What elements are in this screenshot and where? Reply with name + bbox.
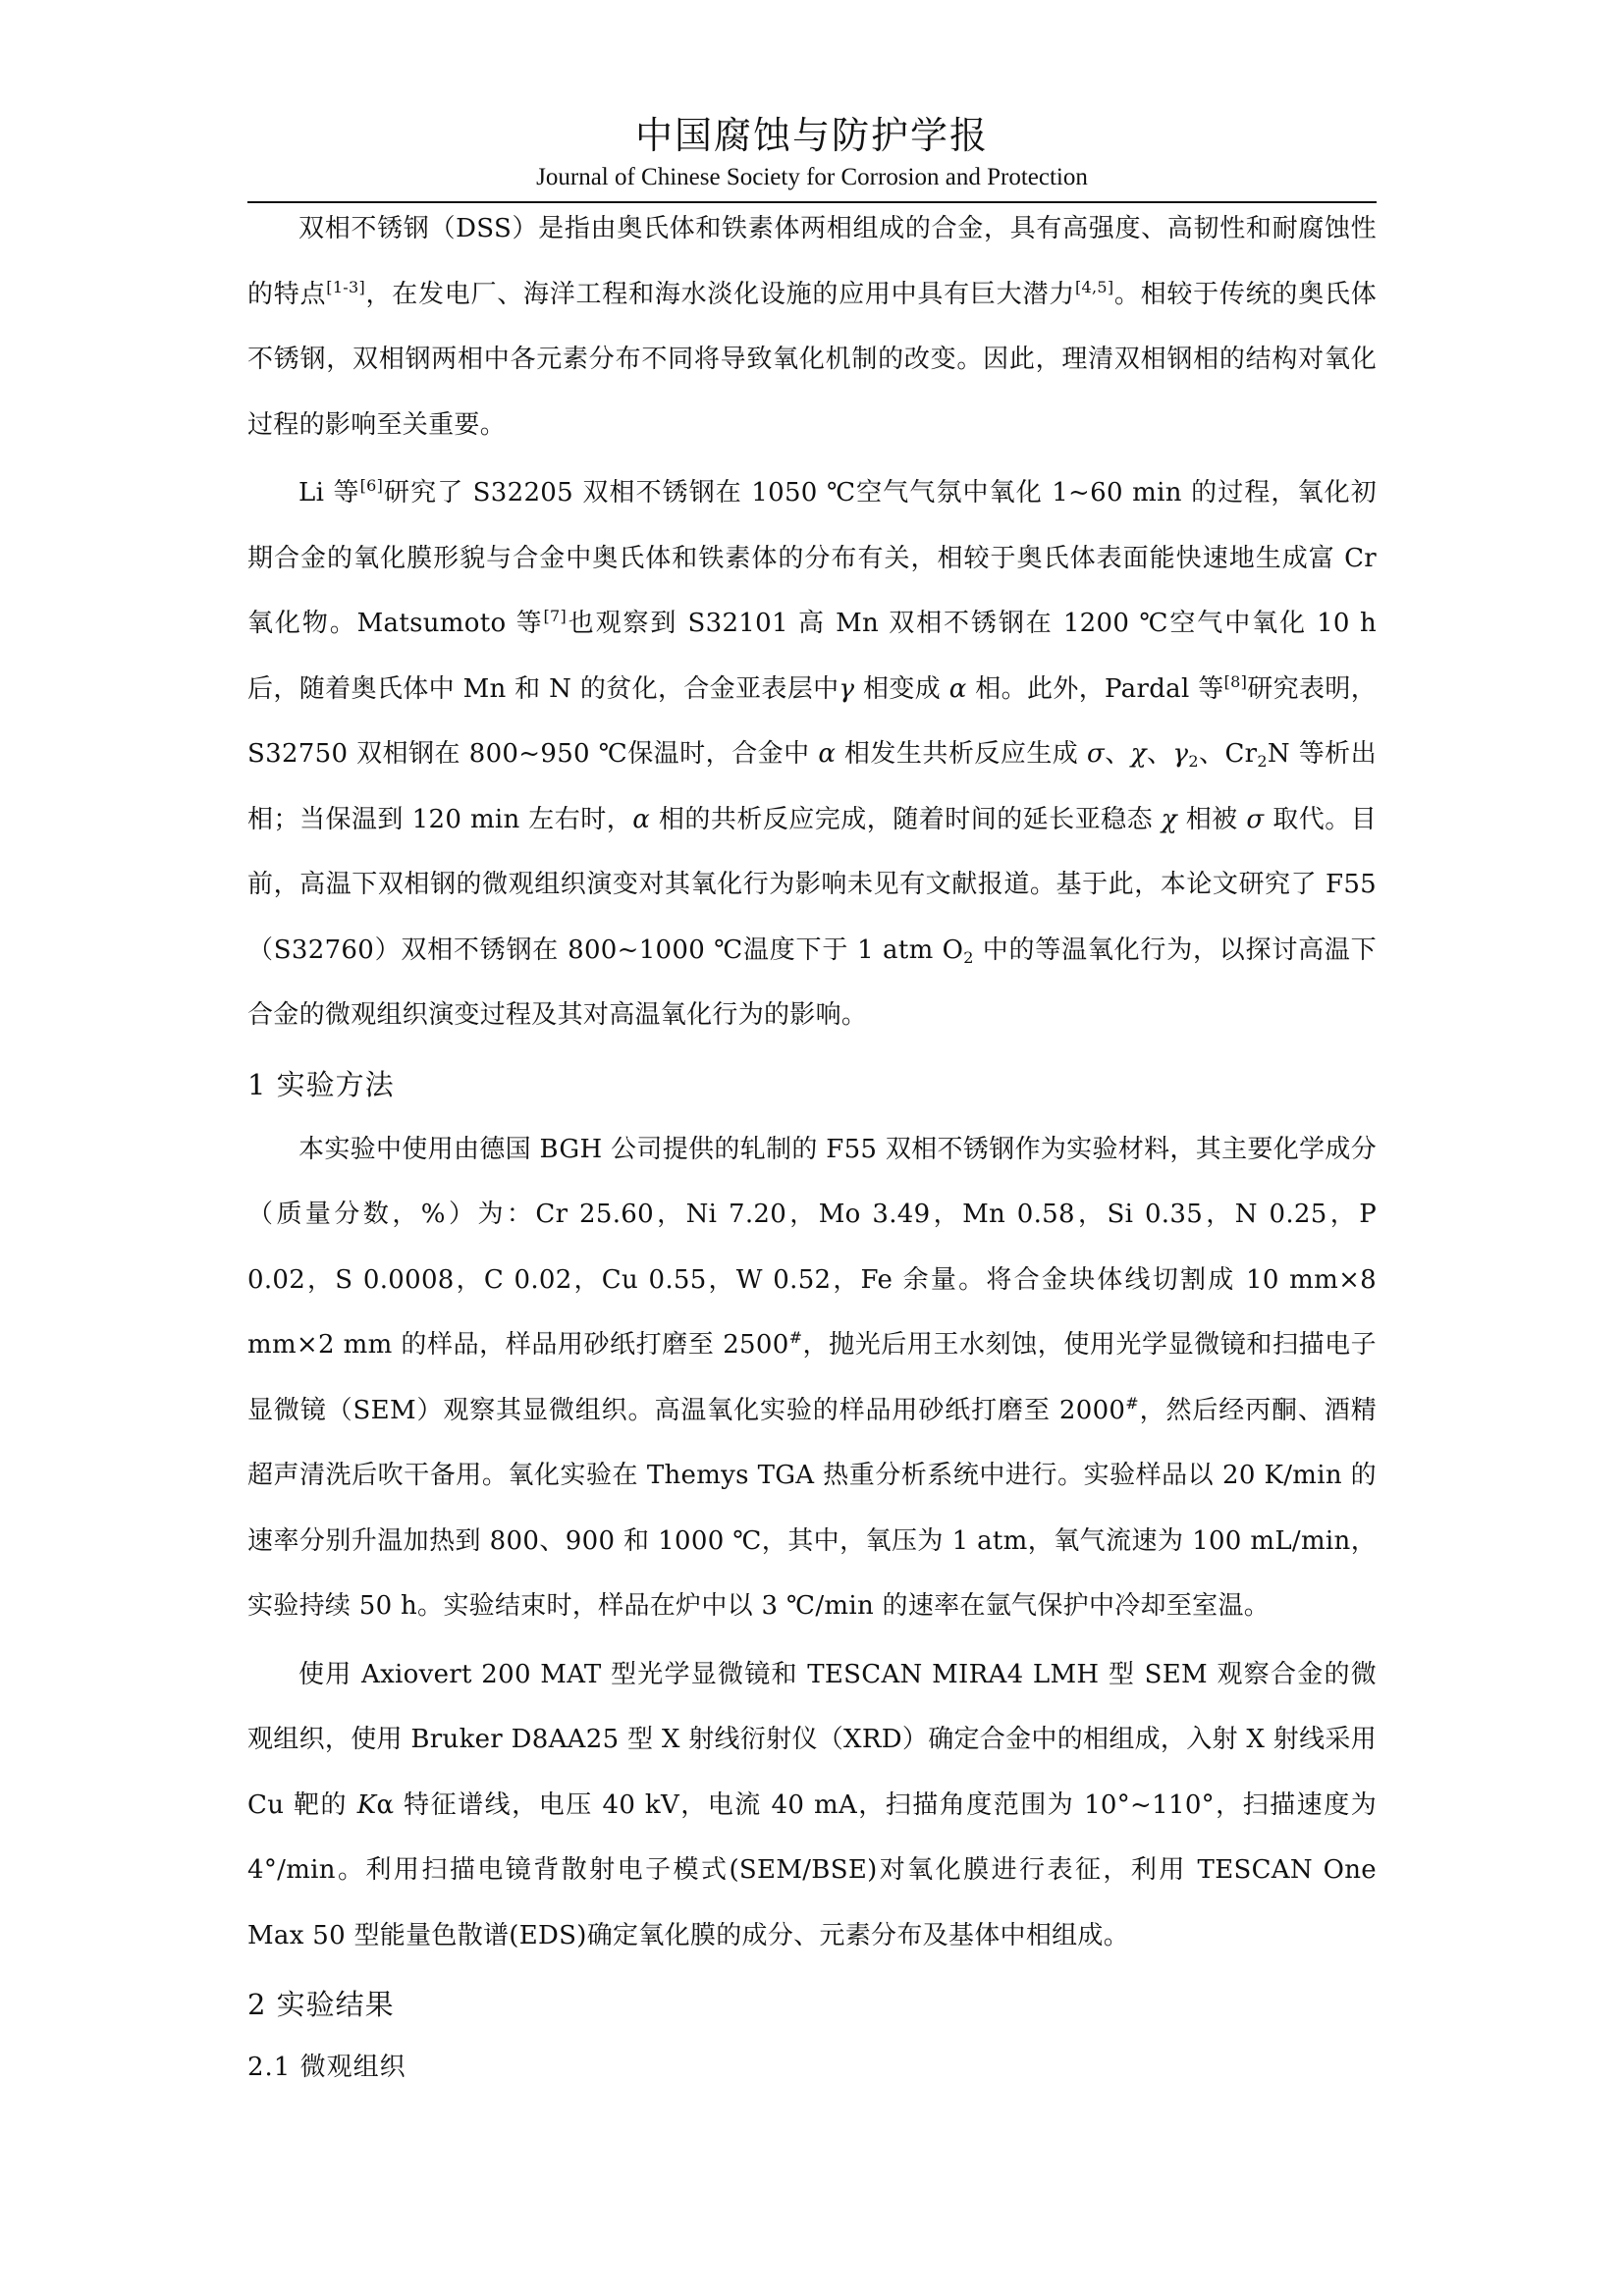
text: 、 — [1105, 739, 1131, 769]
text: 相的共析反应完成，随着时间的延长亚稳态 — [650, 804, 1162, 834]
text: α 特征谱线，电压 40 kV，电流 40 mA，扫描角度范围为 10°~110°，扫描速度为 4°/min。利用扫描电镜背散射电子模式(SEM/BSE)对氧化膜进行表征，利用 TESCAN One Max 50 型能量色散谱(EDS)确定氧化膜的成分、元素分布及基体中相组成。 — [247, 1789, 1377, 1950]
article-body — [247, 196, 1377, 2098]
symbol: K — [356, 1789, 377, 1820]
symbol: χ — [1161, 804, 1177, 834]
citation: [8] — [1223, 671, 1248, 691]
text: 相被 — [1176, 804, 1247, 834]
subscript: 2 — [963, 947, 974, 967]
symbol: γ — [1172, 739, 1189, 769]
section-heading-methods: 1 实验方法 — [247, 1067, 395, 1101]
text: 双相不锈钢（DSS）是指由奥氏体和铁素体两相组成的合金，具有高强度、高韧性和耐腐蚀性的特点 — [247, 214, 1377, 309]
subsection-heading-microstructure: 2.1 微观组织 — [247, 2053, 406, 2082]
paragraph-characterization — [247, 1642, 1377, 1969]
text: 取代。目前，高温下双相钢的微观组织演变对其氧化行为影响未见有文献报道。基于此，本论文研究了 F55（S32760）双相不锈钢在 800~1000 ℃温度下于 1 atm O — [247, 804, 1377, 965]
text: ，在发电厂、海洋工程和海水淡化设施的应用中具有巨大潜力 — [365, 279, 1075, 309]
symbol: α — [948, 673, 967, 704]
journal-header — [247, 110, 1377, 194]
symbol: σ — [1087, 739, 1106, 769]
citation: [7] — [543, 607, 568, 625]
citation: [1-3] — [326, 277, 366, 296]
text: 中的等温氧化行为，以探讨高温下合金的微观组织演变过程及其对高温氧化行为的影响。 — [247, 934, 1377, 1030]
text: 。相较于传统的奥氏体不锈钢，双相钢两相中各元素分布不同将导致氧化机制的改变。因此，理清双相钢相的结构对氧化过程的影响至关重要。 — [247, 279, 1377, 440]
text: 研究表明，S32750 双相钢在 800~950 ℃保温时，合金中 — [247, 673, 1377, 769]
citation: [4,5] — [1074, 277, 1114, 296]
symbol: α — [632, 804, 651, 834]
text: ，然后经丙酮、酒精超声清洗后吹干备用。氧化实验在 Themys TGA 热重分析系统中进行。实验样品以 20 K/min 的速率分别升温加热到 800、900 和 1000 ℃，其中，氧压为 1 atm，氧气流速为 100 mL/min，实验持续 50 h。实验结束时，样品在炉中以 3 ℃/min 的速率在氩气保护中冷却至室温。 — [247, 1395, 1377, 1621]
text: 相变成 — [854, 673, 949, 704]
symbol: χ — [1130, 739, 1147, 769]
section-heading-results: 2 实验结果 — [247, 1988, 395, 2021]
subscript: 2 — [1188, 752, 1199, 771]
text: 使用 Axiovert 200 MAT 型光学显微镜和 TESCAN MIRA4 LMH 型 SEM 观察合金的微观组织，使用 Bruker D8AA25 型 X 射线衍射仪（XRD）确定合金中的相组成，入射 X 射线采用 Cu 靶的 — [247, 1659, 1377, 1820]
paragraph-intro — [247, 196, 1377, 457]
text: 相发生共析反应生成 — [836, 739, 1088, 769]
text: 也观察到 S32101 高 Mn 双相不锈钢在 1200 ℃空气中氧化 10 h 后，随着奥氏体中 Mn 和 N 的贫化，合金亚表层中 — [247, 609, 1377, 704]
citation: [6] — [359, 476, 384, 495]
subscript: 2 — [1257, 752, 1268, 771]
paragraph-literature — [247, 460, 1377, 1048]
text: 、 — [1146, 739, 1173, 769]
symbol: σ — [1246, 804, 1265, 834]
paragraph-materials — [247, 1117, 1377, 1639]
symbol: γ — [839, 673, 855, 704]
journal-title-cn: 中国腐蚀与防护学报 — [634, 114, 989, 157]
text: ，抛光后用王水刻蚀，使用光学显微镜和扫描电子显微镜（SEM）观察其显微组织。高温氧化实验的样品用砂纸打磨至 2000 — [247, 1330, 1377, 1425]
symbol: α — [818, 739, 837, 769]
text: 研究了 S32205 双相不锈钢在 1050 ℃空气气氛中氧化 1~60 min 的过程，氧化初期合金的氧化膜形貌与合金中奥氏体和铁素体的分布有关，相较于奥氏体表面能快速地生成富 Cr 氧化物。Matsumoto 等 — [247, 478, 1378, 638]
superscript: # — [788, 1328, 803, 1347]
text: Li 等 — [298, 478, 360, 507]
journal-title-en: Journal of Chinese Society for Corrosion and Protection — [536, 164, 1088, 190]
superscript: # — [1125, 1393, 1139, 1413]
text: 、Cr — [1198, 739, 1258, 769]
text: N 等析出相；当保温到 120 min 左右时， — [247, 739, 1377, 834]
text: 本实验中使用由德国 BGH 公司提供的轧制的 F55 双相不锈钢作为实验材料，其主要化学成分（质量分数，%）为：Cr 25.60，Ni 7.20，Mo 3.49，Mn 0.58，Si 0.35，N 0.25，P 0.02，S 0.0008，C 0.02，Cu 0.55，W 0.52，Fe 余量。将合金块体线切割成 10 mm×8 mm×2 mm 的样品，样品用砂纸打磨至 2500 — [247, 1134, 1377, 1360]
text: 相。此外，Pardal 等 — [966, 673, 1224, 704]
